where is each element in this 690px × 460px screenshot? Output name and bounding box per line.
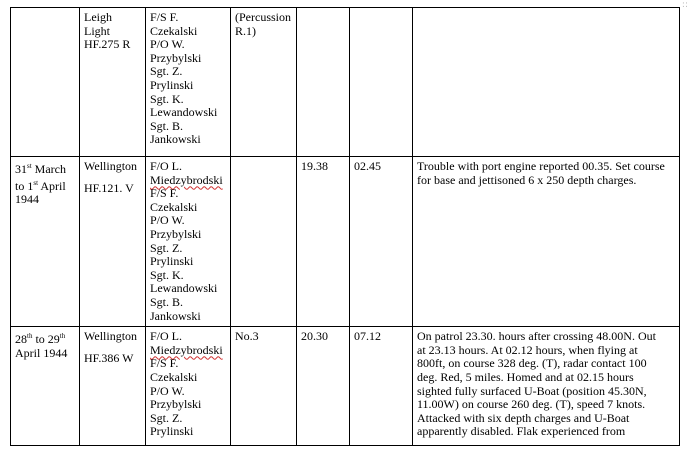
table-row [11, 8, 680, 157]
aircraft-cell [80, 157, 146, 327]
reference-line: R.1) [235, 23, 256, 38]
date-suffix: th [59, 332, 66, 341]
crew-line: Czekalski [150, 369, 198, 384]
crew-line: Jankowski [150, 308, 201, 323]
date-line: 1944 [15, 192, 39, 207]
date-suffix: st [33, 178, 39, 187]
crew-line: Lewandowski [150, 105, 218, 120]
aircraft-line: HF.386 W [84, 350, 134, 365]
crew-line: Miedzybrodski [150, 342, 223, 357]
aircraft-cell [80, 327, 146, 446]
date-line [15, 177, 75, 194]
down-time-cell [350, 8, 413, 157]
reference-cell [231, 157, 297, 327]
date-text: 31 [15, 162, 27, 176]
reference-line: No.3 [235, 329, 259, 344]
crew-line: Miedzybrodski [150, 172, 223, 187]
details-text: Trouble with port engine reported 00.35. Set course for base and jettisoned 6 x 250 depth charges. [417, 159, 665, 187]
details-cell [413, 327, 680, 446]
crew-line: Sgt. Z. [150, 240, 183, 255]
aircraft-line: Light [84, 23, 110, 38]
crew-line: Lewandowski [150, 281, 218, 296]
crew-line: Sgt. K. [150, 267, 184, 282]
details-line: 800ft, on course 328 deg. (T), radar contact 100 [417, 356, 647, 371]
crew-line: Czekalski [150, 199, 198, 214]
date-line: April 1944 [15, 345, 68, 360]
details-line: On patrol 23.30. hours after crossing 48.00N. Out [417, 329, 656, 344]
date-line [15, 330, 75, 347]
crew-line: F/S F. [150, 186, 179, 201]
crew-cell [146, 157, 231, 327]
crew-line: Prylinski [150, 77, 194, 92]
crew-line: P/O W. [150, 37, 185, 52]
crew-line: Przybylski [150, 226, 202, 241]
crew-line: P/O W. [150, 383, 185, 398]
details-cell [413, 8, 680, 157]
reference-cell [231, 327, 297, 446]
corner-marker: :: [681, 0, 688, 10]
crew-line: P/O W. [150, 213, 185, 228]
crew-line: Sgt. B. [150, 294, 184, 309]
date-cell [11, 8, 80, 157]
table-row [11, 157, 680, 327]
crew-line: Prylinski [150, 254, 194, 269]
date-text: April [38, 178, 66, 193]
crew-line: F/S F. [150, 356, 179, 371]
down-time-cell [350, 327, 413, 446]
up-time-cell [297, 8, 350, 157]
details-line: 11.00W) on course 260 deg. (T), speed 7 knots. [417, 397, 646, 412]
crew-line: Jankowski [150, 132, 201, 147]
aircraft-line: HF.275 R [84, 37, 131, 52]
details-line: apparently disabled. Flak experienced from [417, 424, 626, 439]
crew-line: Czekalski [150, 23, 198, 38]
crew-line: Sgt. K. [150, 91, 184, 106]
up-time-cell [297, 157, 350, 327]
down-time: 07.12 [354, 329, 381, 344]
crew-cell [146, 8, 231, 157]
date-cell [11, 157, 80, 327]
aircraft-line: HF.121. V [84, 180, 134, 195]
crew-line: Przybylski [150, 50, 202, 65]
crew-line: Przybylski [150, 397, 202, 412]
up-time: 20.30 [301, 329, 328, 344]
crew-line: Sgt. Z. [150, 410, 183, 425]
details-line: Attacked with six depth charges and U-Boat [417, 410, 630, 425]
operations-record-table [10, 7, 680, 446]
date-text: March [31, 162, 66, 176]
down-time-cell [350, 157, 413, 327]
details-line: at 23.13 hours. At 02.12 hours, when flying at [417, 342, 638, 357]
down-time: 02.45 [354, 159, 381, 173]
aircraft-line: Wellington [84, 159, 138, 173]
aircraft-line: Leigh [84, 10, 112, 24]
crew-cell [146, 327, 231, 446]
date-suffix: th [27, 332, 33, 341]
aircraft-cell [80, 8, 146, 157]
date-cell [11, 327, 80, 446]
crew-line: Sgt. Z. [150, 64, 183, 79]
table-row [11, 327, 680, 446]
crew-line: Prylinski [150, 424, 194, 439]
date-text: to 1 [15, 178, 34, 193]
up-time-cell [297, 327, 350, 446]
reference-line: (Percussion [235, 10, 291, 24]
up-time: 19.38 [301, 159, 328, 173]
details-cell [413, 157, 680, 327]
crew-line: F/O L. [150, 159, 183, 173]
crew-line: Sgt. B. [150, 118, 184, 133]
crew-line: F/S F. [150, 10, 179, 24]
crew-line: F/O L. [150, 329, 183, 344]
date-text: 28 [15, 332, 27, 347]
date-line [15, 160, 75, 177]
aircraft-line: Wellington [84, 329, 138, 344]
details-line: deg. Red, 5 miles. Homed and at 02.15 hours [417, 369, 634, 384]
date-suffix: st [27, 162, 32, 170]
reference-cell [231, 8, 297, 157]
details-line: sighted fully surfaced U-Boat (position 45.30N, [417, 383, 647, 398]
date-text: to 29 [32, 332, 60, 347]
